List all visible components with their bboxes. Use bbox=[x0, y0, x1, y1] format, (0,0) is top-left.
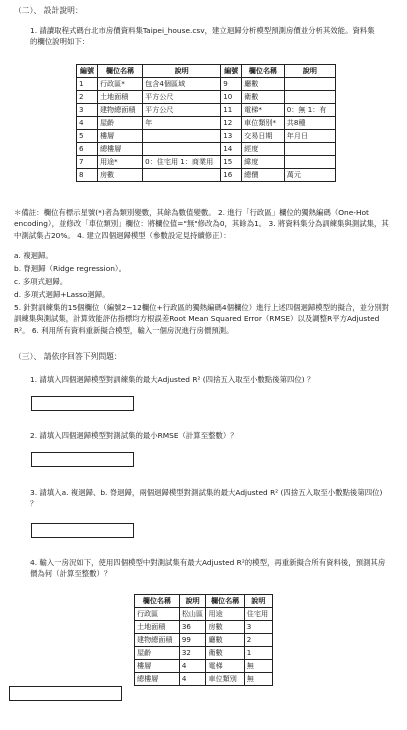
question-1: 1. 請填入四個迴歸模型對訓練集的最大Adjusted R² (四捨五入取至小數點後第四位) ？ bbox=[30, 375, 315, 384]
table-cell: 總樓層 bbox=[135, 673, 180, 686]
table-cell: 99 bbox=[179, 634, 206, 647]
header-cell: 欄位名稱 bbox=[135, 595, 180, 608]
table-cell: 交易日期 bbox=[242, 130, 285, 143]
table-cell: 住宅用 bbox=[244, 608, 272, 621]
field-table-header bbox=[77, 65, 336, 78]
header-cell: 說明 bbox=[143, 65, 221, 78]
header-cell: 說明 bbox=[179, 595, 206, 608]
table-row bbox=[77, 91, 336, 104]
table-cell: 衛數 bbox=[242, 91, 285, 104]
table-cell: 屋齡 bbox=[97, 117, 142, 130]
table-cell: 5 bbox=[77, 130, 98, 143]
table-row bbox=[77, 117, 336, 130]
table-cell: 7 bbox=[77, 156, 98, 169]
table-cell: 32 bbox=[179, 647, 206, 660]
table-cell: 4 bbox=[179, 673, 206, 686]
table-cell: 建物總面積 bbox=[97, 104, 142, 117]
table-cell: 衛數 bbox=[206, 647, 244, 660]
table-cell: 無 bbox=[244, 673, 272, 686]
table-row bbox=[77, 78, 336, 91]
table-row bbox=[135, 608, 273, 621]
option-c: c. 多項式迴歸。 bbox=[14, 277, 68, 286]
notes-text: ＊備註：欄位有標示星號(*)者為類別變數，其餘為數值變數。 2. 進行「行政區」欄位的獨熱編碼（One-Hot encoding），並修改「車位類別」欄位：將欄位值="無"修改為0，其餘為1。 3. 將資料集分為訓練集與測試集，其中測試集占20%。 4. 建立四個迴歸模型（參數設定見持續修正）： bbox=[14, 208, 389, 240]
question-4: 4. 輸入一房況如下，使用四個模型中對測試集有最大Adjusted R²的模型，再重新擬合所有資料後，預測其房價為何（計算至整數）？ bbox=[30, 558, 386, 579]
section2-heading: （二）、 設計說明： bbox=[14, 6, 83, 15]
table-cell: 松山區 bbox=[179, 608, 206, 621]
table-cell: 3 bbox=[244, 621, 272, 634]
table-cell bbox=[284, 156, 335, 169]
table-row bbox=[135, 673, 273, 686]
table-cell: 14 bbox=[221, 143, 242, 156]
header-cell: 欄位名稱 bbox=[242, 65, 285, 78]
table-cell: 萬元 bbox=[284, 169, 335, 182]
header-cell: 欄位名稱 bbox=[206, 595, 244, 608]
question-3: 3. 請填入a. 複迴歸、b. 脊迴歸，兩個迴歸模型對測試集的最大Adjusted R² (四捨五入取至小數點後第四位) ？ bbox=[30, 488, 383, 509]
table-cell: 包含4個區域 bbox=[143, 78, 221, 91]
table-cell: 共8種 bbox=[284, 117, 335, 130]
table-cell: 0：無 1：有 bbox=[284, 104, 335, 117]
table-cell: 6 bbox=[77, 143, 98, 156]
table-cell: 2 bbox=[244, 634, 272, 647]
table-cell: 車位類別 bbox=[206, 673, 244, 686]
table-cell: 廳數 bbox=[242, 78, 285, 91]
table-cell: 電梯* bbox=[242, 104, 285, 117]
table-cell: 屋齡 bbox=[135, 647, 180, 660]
header-cell: 編號 bbox=[221, 65, 242, 78]
table-cell: 15 bbox=[221, 156, 242, 169]
question-2: 2. 請填入四個迴歸模型對測試集的最小RMSE（計算至整數）？ bbox=[30, 431, 238, 440]
table-cell bbox=[143, 143, 221, 156]
header-cell: 說明 bbox=[284, 65, 335, 78]
table-cell: 4 bbox=[77, 117, 98, 130]
answer-1-input[interactable] bbox=[31, 396, 134, 411]
field-table bbox=[76, 64, 336, 182]
table-cell: 房數 bbox=[97, 169, 142, 182]
table-cell: 土地面積 bbox=[97, 91, 142, 104]
option-d: d. 多項式迴歸+Lasso迴歸。 bbox=[14, 290, 110, 299]
table-cell: 無 bbox=[244, 660, 272, 673]
table-cell: 平方公尺 bbox=[143, 91, 221, 104]
table-cell: 11 bbox=[221, 104, 242, 117]
table-cell: 房數 bbox=[206, 621, 244, 634]
table-cell bbox=[284, 143, 335, 156]
table-row bbox=[77, 104, 336, 117]
header-cell: 欄位名稱 bbox=[97, 65, 142, 78]
table-cell: 16 bbox=[221, 169, 242, 182]
table-cell bbox=[284, 78, 335, 91]
table-cell: 樓層 bbox=[97, 130, 142, 143]
table-row bbox=[135, 621, 273, 634]
table-cell: 9 bbox=[221, 78, 242, 91]
table-cell bbox=[143, 169, 221, 182]
case-table bbox=[134, 594, 273, 686]
header-cell: 編號 bbox=[77, 65, 98, 78]
table-cell: 12 bbox=[221, 117, 242, 130]
answer-2-input[interactable] bbox=[31, 452, 134, 467]
section3-heading: （三）、 請依序回答下列問題： bbox=[14, 352, 122, 361]
table-cell: 建物總面積 bbox=[135, 634, 180, 647]
table-cell: 4 bbox=[179, 660, 206, 673]
table-row bbox=[77, 169, 336, 182]
item1-text: 1. 請讀取程式碼台北市房價資料集Taipei_house.csv，建立迴歸分析模型預測房價並分析其效能。資料集的欄位說明如下： bbox=[30, 26, 375, 47]
table-row bbox=[135, 660, 273, 673]
table-cell: 年 bbox=[143, 117, 221, 130]
table-cell: 總價 bbox=[242, 169, 285, 182]
table-cell: 行政區* bbox=[97, 78, 142, 91]
table-cell: 10 bbox=[221, 91, 242, 104]
answer-3-input[interactable] bbox=[31, 523, 134, 538]
table-cell: 樓層 bbox=[135, 660, 180, 673]
table-cell bbox=[284, 91, 335, 104]
table-cell: 經度 bbox=[242, 143, 285, 156]
table-cell: 13 bbox=[221, 130, 242, 143]
table-cell: 土地面積 bbox=[135, 621, 180, 634]
table-cell: 0：住宅用 1：商業用 bbox=[143, 156, 221, 169]
answer-4-input[interactable] bbox=[9, 686, 122, 701]
table-cell bbox=[143, 130, 221, 143]
table-cell: 年月日 bbox=[284, 130, 335, 143]
option-a: a. 複迴歸。 bbox=[14, 251, 53, 260]
table-cell: 廳數 bbox=[206, 634, 244, 647]
table-row bbox=[135, 634, 273, 647]
table-cell: 平方公尺 bbox=[143, 104, 221, 117]
table-cell: 用途* bbox=[97, 156, 142, 169]
table-cell: 1 bbox=[77, 78, 98, 91]
table-cell: 總樓層 bbox=[97, 143, 142, 156]
table-cell: 用途 bbox=[206, 608, 244, 621]
table-row bbox=[77, 156, 336, 169]
table-row bbox=[77, 143, 336, 156]
table-cell: 2 bbox=[77, 91, 98, 104]
table-row bbox=[135, 647, 273, 660]
table-cell: 行政區 bbox=[135, 608, 180, 621]
table-cell: 車位類別* bbox=[242, 117, 285, 130]
table-cell: 36 bbox=[179, 621, 206, 634]
table-cell: 電梯 bbox=[206, 660, 244, 673]
table-cell: 1 bbox=[244, 647, 272, 660]
option-b: b. 脊迴歸（Ridge regression）。 bbox=[14, 264, 126, 273]
table-cell: 緯度 bbox=[242, 156, 285, 169]
header-cell: 說明 bbox=[244, 595, 272, 608]
case-table-header bbox=[135, 595, 273, 608]
item5-text: 5. 針對訓練集的15個欄位（編號2~12欄位+行政區的獨熱編碼4個欄位）進行上述四個迴歸模型的擬合，並分別對訓練集與測試集，計算效能評估指標均方根誤差Root Mean Squared Error（RMSE）以及調整R平方Adjusted R²。 6. 利用所有資料重新擬合模型，輸入一個房況進行房價預測。 bbox=[14, 303, 390, 335]
table-cell: 8 bbox=[77, 169, 98, 182]
table-cell: 3 bbox=[77, 104, 98, 117]
table-row bbox=[77, 130, 336, 143]
